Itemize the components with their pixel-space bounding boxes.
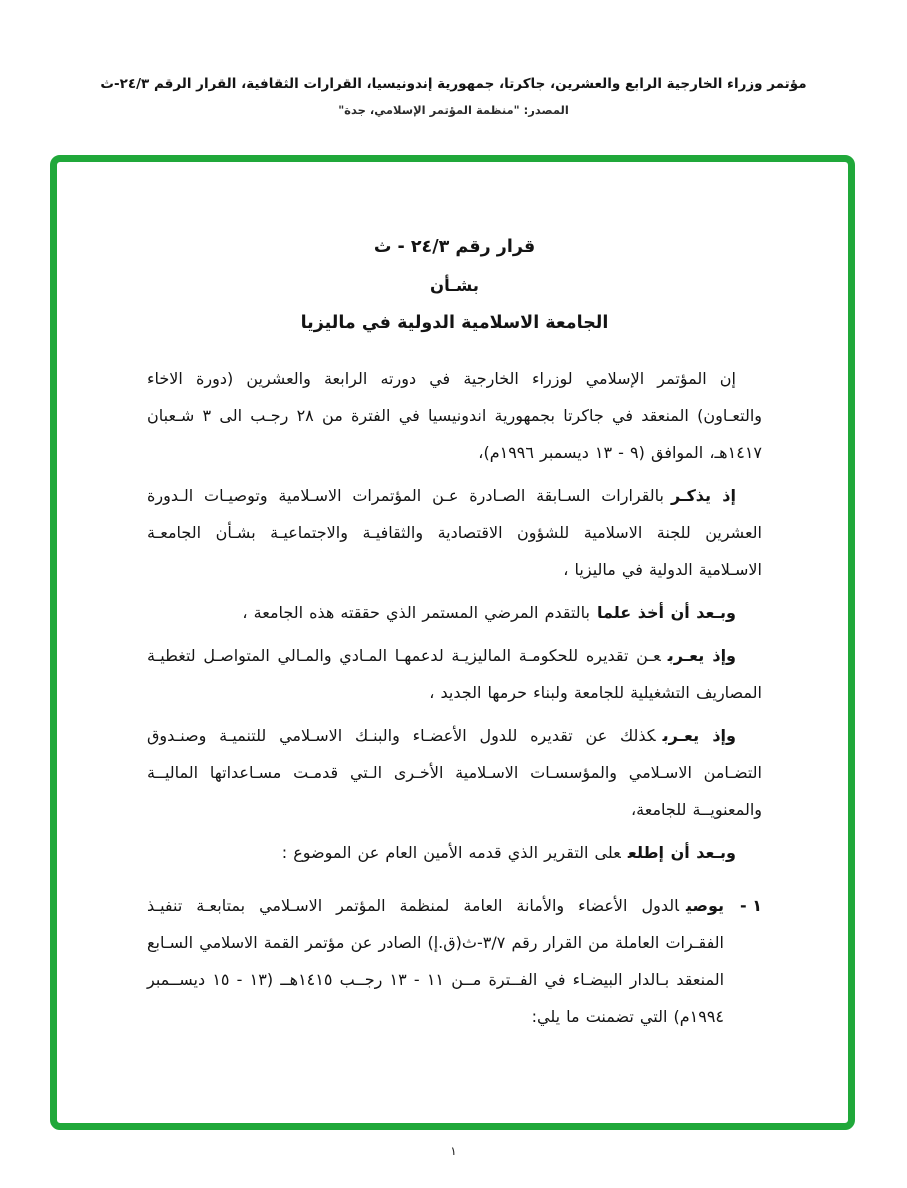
paragraph-text: إن المؤتمر الإسلامي لوزراء الخارجية في دورته الرابعة والعشرين (دورة الاخاء والتعـاون) المنعقد في جاكرتا بجمهورية اندونيسيا في الفترة من ٢٨ رجـب الى ٣ شـعبان ١٤١٧هـ، الموافق (٩ - ١٣ ديسمبر ١٩٩٦م)، [147, 369, 762, 462]
document-green-frame [50, 155, 855, 1130]
document-header [40, 74, 867, 117]
resolution-number-title: قرار رقم ٢٤/٣ - ث [373, 237, 536, 257]
header-conference-line: مؤتمر وزراء الخارجية الرابع والعشرين، جاكرتا، جمهورية إندونيسيا، القرارات الثقافية، القرار الرقم ٢٤/٣-ث [100, 76, 807, 92]
paragraph-text: كذلك عن تقديره للدول الأعضـاء والبنـك الاسـلامي للتنميـة وصنـدوق التضـامن الاسـلامي والمؤسسـات الاسـلامية الأخـرى الـتي قدمـت مسـاعداتها الماليــة والمعنويــة للجامعة، [147, 726, 762, 819]
preamble-paragraph-noting [147, 594, 762, 631]
resolution-body [147, 360, 762, 1035]
header-source-line: المصدر: "منظمة المؤتمر الإسلامي، جدة" [338, 103, 569, 117]
paragraph-text: عـن تقديره للحكومـة الماليزيـة لدعمهـا المـادي والمـالي المتواصـل لتغطيـة المصاريف التشغيلية للجامعة ولبناء حرمها الجديد ، [147, 646, 762, 702]
preamble-paragraph-recalling [147, 477, 762, 588]
item-text: الدول الأعضاء والأمانة العامة لمنظمة المؤتمر الاسـلامي بمتابعـة تنفيـذ الفقـرات العاملة من القرار رقم ٣/٧-ث(ق.إ) الصادر عن مؤتمر القمة الاسلامي السـابع المنعقد بـالدار البيضـاء في الفــترة مــن ١١ - ١٣ رجــب ١٤١٥هــ (١٣ - ١٥ ديســمبر ١٩٩٤م) التي تضمنت ما يلي: [147, 896, 725, 1026]
preamble-paragraph-report [147, 834, 762, 871]
item-number: ١ - [740, 896, 762, 915]
resolution-subject-title: الجامعة الاسلامية الدولية في ماليزيا [300, 313, 609, 333]
preamble-paragraph-appreciation-malaysia [147, 637, 762, 711]
operative-item-1 [147, 887, 762, 1035]
resolution-title-block [147, 234, 762, 336]
preamble-paragraph-appreciation-donors [147, 717, 762, 828]
paragraph-lead: وإذ يعـرب [667, 646, 737, 665]
paragraph-lead: وبـعد أن أخذ علما [597, 603, 736, 622]
paragraph-text: على التقرير الذي قدمه الأمين العام عن الموضوع : [281, 843, 621, 862]
paragraph-lead: إذ يذكـر [671, 486, 736, 505]
page-number: ١ [450, 1144, 457, 1158]
paragraph-lead: وإذ يعـرب [662, 726, 736, 745]
preamble-paragraph-opening [147, 360, 762, 471]
paragraph-text: بالقرارات السـابقة الصـادرة عـن المؤتمرات الاسـلامية وتوصيـات الـدورة العشرين للجنة الاسلامية للشؤون الاقتصادية والثقافيـة والاجتماعيـة بشـأن الجامعـة الاسـلامية الدولية في ماليزيا ، [147, 486, 762, 579]
resolution-regarding-label: بشـأن [430, 276, 479, 295]
item-lead: يوصي [685, 896, 724, 915]
item-paragraph [147, 887, 724, 1035]
paragraph-lead: وبـعد أن إطلع [627, 843, 736, 862]
paragraph-text: بالتقدم المرضي المستمر الذي حققته هذه الجامعة ، [242, 603, 590, 622]
